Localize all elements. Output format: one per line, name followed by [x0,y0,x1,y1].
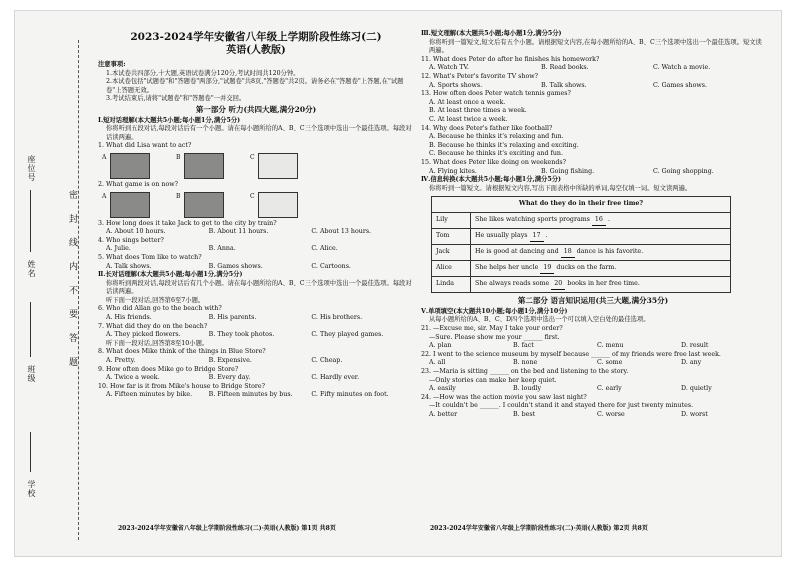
fill-line [30,302,31,357]
margin-label-class: 班级 [27,365,36,383]
question-24: 24. —How was the action movie you saw last night? [421,393,587,401]
margin-label-school: 学校 [27,480,36,498]
notice-title: 注意事项: [98,61,126,68]
question-3: 3. How long does it take Jack to get to the city by train? [98,219,277,227]
question-23: 23. —Maria is sitting ______ on the bed and listening to the story. [421,368,629,376]
section-5-instructions: 从每小题所给的A、B、C、D四个选项中选出一个可以填入空白处的最佳选项。 [429,316,650,324]
question-14-option-b: B. Because he thinks it's relaxing and exciting. [429,141,579,149]
question-13-option-a: A. At least once a week. [429,98,506,106]
question-9: 9. How often does Mike go to Bridge Store? [98,365,239,373]
question-23-reply: —Only stories can make her keep quiet. [429,376,557,384]
question-12-options: A. Sports shows. B. Talk shows. C. Games shows. [429,81,708,89]
picture-option-a: A [110,153,150,179]
section-1-instructions: 你将听到五段对话,每段对话后有一个小题。请在每小题所给的A、B、C三个选项中选出一个最佳选项。每段对话读两遍。 [106,125,412,141]
question-10: 10. How far is it from Mike's house to Bridge Store? [98,382,266,390]
page-1-column [98,30,414,400]
question-13: 13. How often does Peter watch tennis games? [421,90,571,98]
picture-option-c: C [258,192,298,218]
section-3-title: Ⅲ.短文理解(本大题共5小题;每小题1分,满分5分) [421,30,562,37]
blank-20[interactable]: 20 [551,280,565,290]
question-22: 22. I went to the science museum by myself because ______ of my friends were free last week. [421,350,721,358]
notice-item: 1.本试卷共四部分,十大题,英语试卷满分120分,考试时间共120分钟。 [106,69,300,77]
question-13-option-c: C. At least twice a week. [429,115,508,123]
question-21-reply: —Sure. Please show me your ______ first. [429,333,560,341]
question-14: 14. Why does Peter's father like football? [421,124,553,132]
question-5-options: A. Talk shows. B. Games shows. C. Cartoons. [106,262,351,270]
picture-option-a: A [110,192,150,218]
question-14-option-a: A. Because he thinks it's relaxing and fun. [429,133,564,141]
question-21: 21. —Excuse me, sir. May I take your order? [421,325,563,333]
question-9-options: A. Twice a week. B. Every day. C. Hardly ever. [106,374,360,382]
binding-margin [22,40,94,540]
fill-line [30,432,31,472]
question-14-option-c: C. Because he thinks it's exciting and fun. [429,150,563,158]
section-2-sub-instructions: 听下面一段对话,回答第8至10小题。 [106,339,209,347]
part-2-heading: 第二部分 语言知识运用(共三大题,满分35分) [517,296,669,306]
blank-18[interactable]: 18 [561,248,575,258]
table-row: Alice She helps her uncle 19 ducks on the farm. [432,261,731,277]
notice-item: 2.本试卷包括"试题卷"和"答题卷"两部分,"试题卷"共8页,"答题卷"共2页。请务必在"答题卷"上答题,在"试题卷"上答题无效。 [106,78,404,94]
table-row: Tom He usually plays 17 . [432,229,731,245]
info-table [431,196,731,293]
margin-label-seat: 座位号 [27,155,36,182]
question-15: 15. What does Peter like doing on weekends? [421,158,566,166]
notice-item: 3.考试结束后,请将"试题卷"和"答题卷"一并交回。 [106,95,246,103]
table-row: Lily She likes watching sports programs 16 . [432,213,731,229]
question-23-options: A. easily B. loudly C. early D. quietly [429,385,712,393]
page-2-footer: 2023-2024学年安徽省八年级上学期阶段性练习(二)·英语(人教版) 第2页 共8页 [430,525,648,532]
question-8-options: A. Pretty. B. Expensive. C. Cheap. [106,357,343,365]
question-7: 7. What did they do on the beach? [98,322,208,330]
section-4-instructions: 你将听到一篇短文。请根据短文内容,写出下面表格中所缺的单词,每空仅填一词。短文读两遍。 [429,184,692,192]
section-4-title: Ⅳ.信息转换(本大题共5小题;每小题1分,满分5分) [421,176,562,184]
question-8: 8. What does Mike think of the things in Blue Store? [98,348,266,356]
table-row: Linda She always reads some 20 books in her free time. [432,277,731,293]
question-24-options: A. better B. best C. worse D. worst [429,411,708,418]
margin-label-name: 姓名 [27,260,36,278]
blank-19[interactable]: 19 [540,264,554,274]
section-2-title: Ⅱ.长对话理解(本大题共5小题;每小题1分,满分5分) [98,271,243,279]
question-4-options: A. Julie. B. Anna. C. Alice. [106,245,338,253]
question-3-options: A. About 10 hours. B. About 11 hours. C. About 13 hours. [106,228,372,236]
question-4: 4. Who sings better? [98,236,164,244]
question-2-pictures [102,192,414,218]
question-22-options: A. all B. none C. some D. any [429,359,702,367]
section-1-title: Ⅰ.短对话理解(本大题共5小题;每小题1分,满分5分) [98,116,241,124]
question-10-options: A. Fifteen minutes by bike. B. Fifteen minutes by bus. C. Fifty minutes on foot. [106,391,389,399]
info-table-header: What do they do in their free time? [432,197,731,213]
section-3-instructions: 你将听到一篇短文,短文后有五个小题。请根据短文内容,在每小题所给的A、B、C三个选项中选出一个最佳选项。短文读两遍。 [429,38,762,55]
question-5: 5. What does Tom like to watch? [98,253,202,261]
question-13-option-b: B. At least three times a week. [429,107,527,115]
question-6: 6. Who did Allan go to the beach with? [98,305,222,313]
section-5-title: Ⅴ.单项填空(本大题共10小题;每小题1分,满分10分) [421,307,568,315]
seal-line-text: 密 封 线 内 不 要 答 题 [67,190,77,373]
table-row: Jack He is good at dancing and 18 dance is his favorite. [432,245,731,261]
page-1-footer: 2023-2024学年安徽省八年级上学期阶段性练习(二)·英语(人教版) 第1页 共8页 [118,525,336,532]
section-2-instructions: 你将听到两段对话,每段对话后有几个小题。请在每小题所给的A、B、C三个选项中选出一个最佳选项。每段对话读两遍。 [106,279,412,296]
question-2: 2. What game is on now? [98,180,179,188]
exam-title: 2023-2024学年安徽省八年级上学期阶段性练习(二) [130,31,382,43]
question-15-options: A. Flying kites. B. Going fishing. C. Going shopping. [429,167,714,175]
question-12: 12. What's Peter's favorite TV show? [421,72,539,80]
part-1-heading: 第一部分 听力(共四大题,满分20分) [195,104,317,114]
blank-17[interactable]: 17 [530,232,544,242]
question-21-options: A. plan B. fact C. menu D. result [429,342,709,350]
question-11-options: A. Watch TV. B. Read books. C. Watch a movie. [429,64,711,72]
picture-option-b: B [184,153,224,179]
seal-line [78,40,79,540]
blank-16[interactable]: 16 [592,216,606,226]
exam-subtitle: 英语(人教版) [226,45,286,56]
question-24-reply: —It couldn't be ______. I couldn't stand it and stayed there for just twenty minutes. [429,402,694,410]
question-7-options: A. They picked flowers. B. They took photos. C. They played games. [106,331,384,339]
picture-option-b: B [184,192,224,218]
page-2-column [421,30,765,420]
question-6-options: A. His friends. B. His parents. C. His brothers. [106,314,363,322]
picture-option-c: C [258,153,298,179]
question-11: 11. What does Peter do after he finishes his homework? [421,55,600,63]
question-1: 1. What did Lisa want to act? [98,142,192,150]
question-1-pictures [102,153,414,179]
fill-line [30,190,31,252]
section-2-sub-instructions: 听下面一段对话,回答第6至7小题。 [106,296,205,304]
